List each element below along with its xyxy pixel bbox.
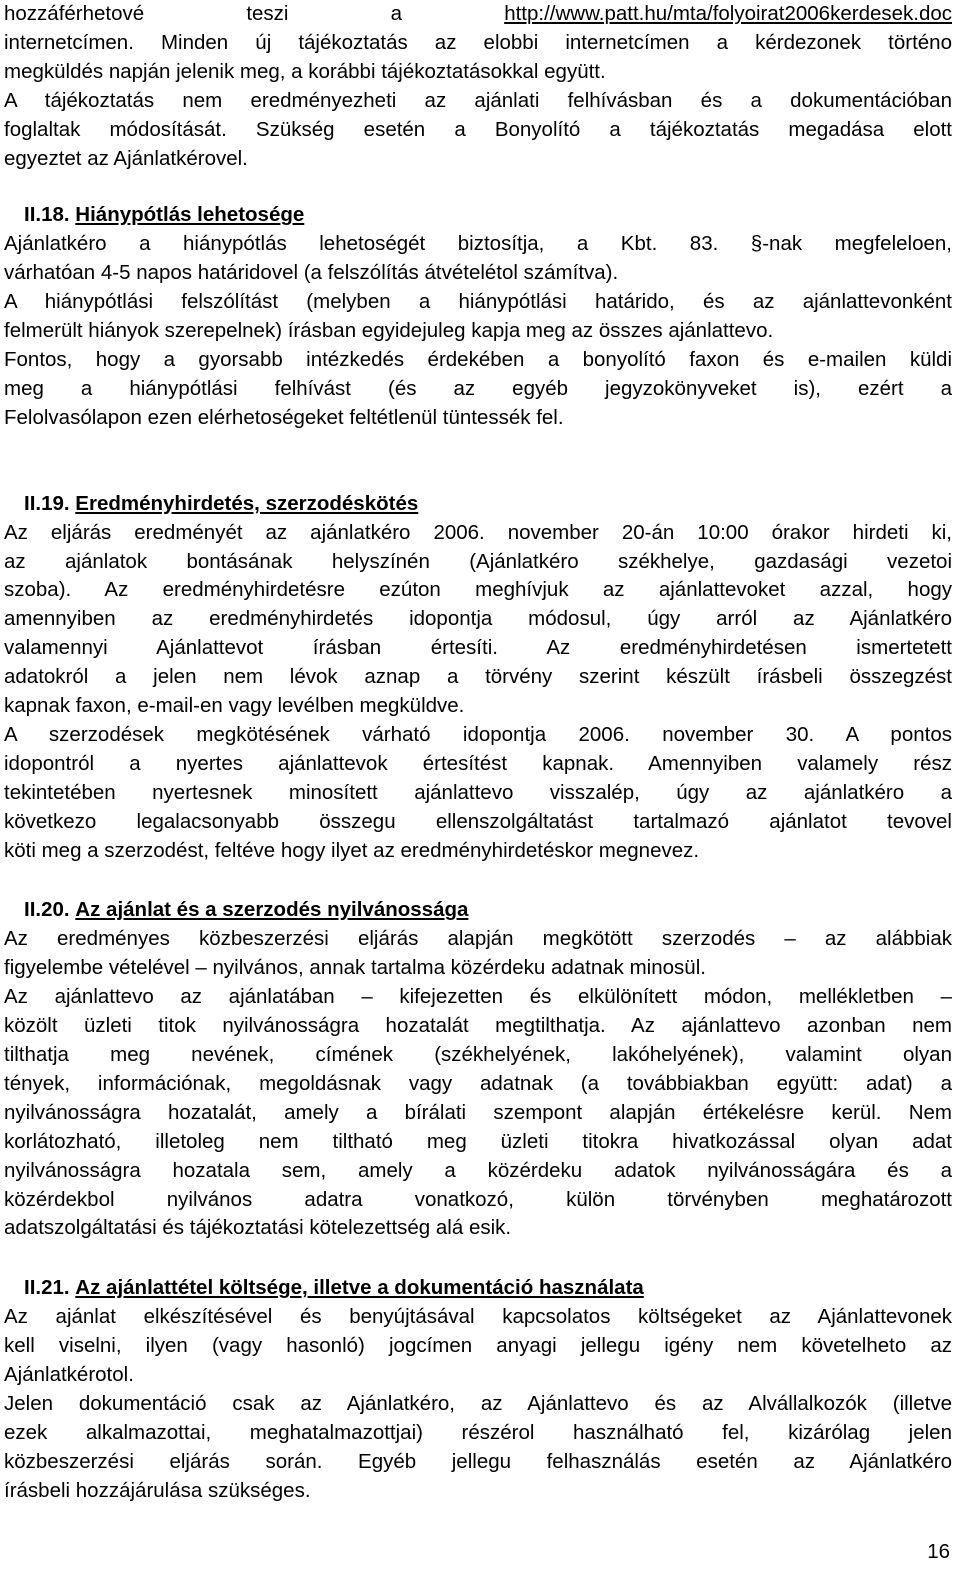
- section-title: Eredményhirdetés, szerzodéskötés: [75, 491, 419, 515]
- body-line: nyilvánosságra hozatalát, amely a bírálati szempont alapján értékelésre kerül. Nem: [4, 1100, 952, 1124]
- body-line: várhatóan 4-5 napos határidovel (a felszólítás átvételétol számítva).: [4, 261, 619, 285]
- body-line: A hiánypótlási felszólítást (melyben a hiánypótlási határido, és az ajánlattevonként: [4, 290, 952, 314]
- body-line: meg a hiánypótlási felhívást (és az egyéb jegyzokönyveket is), ezért a: [4, 376, 952, 400]
- body-line: valamennyi Ajánlattevot írásban értesíti. Az eredményhirdetésen ismertetett: [4, 636, 952, 660]
- section-heading: [4, 896, 952, 925]
- page-number: 16: [927, 1540, 950, 1563]
- spacer: [4, 1243, 952, 1274]
- body-line: kapnak faxon, e-mail-en vagy levélben megküldve.: [4, 694, 465, 718]
- section-title: Az ajánlat és a szerzodés nyilvánossága: [75, 898, 469, 922]
- body-line: közérdekbol nyilvános adatra vonatkozó, külön törvényben meghatározott: [4, 1187, 952, 1211]
- intro-line: A tájékoztatás nem eredményezheti az ajánlati felhívásban és a dokumentációban: [4, 88, 952, 112]
- body-line: tekintetében nyertesnek minosített ajánlattevo visszalép, úgy az ajánlatkéro a: [4, 780, 952, 804]
- section-body: [4, 230, 952, 432]
- body-line: Az eredményes közbeszerzési eljárás alapján megkötött szerzodés – az alábbiak: [4, 927, 952, 951]
- intro-line-1-text: hozzáférhetové teszi a: [4, 2, 403, 25]
- body-line: adatokról a jelen nem lévok aznap a törvény szerint készült írásbeli összegzést: [4, 665, 952, 689]
- body-line: tények, információnak, megoldásnak vagy adatnak (a továbbiakban együtt: adat) a: [4, 1071, 952, 1095]
- body-line: adatszolgáltatási és tájékoztatási kötelezettség alá esik.: [4, 1216, 512, 1240]
- body-line: közölt üzleti titok nyilvánosságra hozatalát megtilthatja. Az ajánlattevo azonban nem: [4, 1014, 952, 1038]
- section-body: [4, 519, 952, 866]
- section-number: II.18.: [24, 203, 70, 227]
- section-number: II.21.: [24, 1276, 70, 1300]
- body-line: A szerzodések megkötésének várható idopontja 2006. november 30. A pontos: [4, 722, 952, 746]
- intro-line: megküldés napján jelenik meg, a korábbi tájékoztatásokkal együtt.: [4, 59, 606, 83]
- intro-line-1: [4, 0, 952, 29]
- body-line: Jelen dokumentáció csak az Ajánlatkéro, az Ajánlattevo és az Alvállalkozók (illetve: [4, 1391, 952, 1415]
- section-body: [4, 925, 952, 1243]
- body-line: ezek alkalmazottai, meghatalmazottjai) részérol használható fel, kizárólag jelen: [4, 1420, 952, 1444]
- section-heading: [4, 201, 952, 230]
- section-number: II.20.: [24, 898, 70, 922]
- body-line: Ajánlatkéro a hiánypótlás lehetoségét biztosítja, a Kbt. 83. §-nak megfeleloen,: [4, 232, 952, 256]
- body-line: írásbeli hozzájárulása szükséges.: [4, 1478, 311, 1502]
- section-title: Hiánypótlás lehetosége: [75, 203, 305, 227]
- body-line: Az ajánlat elkészítésével és benyújtásával kapcsolatos költségeket az Ajánlattevonek: [4, 1305, 952, 1329]
- intro-line: foglaltak módosítását. Szükség esetén a Bonyolító a tájékoztatás megadása elott: [4, 117, 952, 141]
- body-line: Fontos, hogy a gyorsabb intézkedés érdekében a bonyolító faxon és e-mailen küldi: [4, 347, 952, 371]
- document-page: [4, 0, 952, 1506]
- body-line: Az eljárás eredményét az ajánlatkéro 2006. november 20-án 10:00 órakor hirdeti ki,: [4, 520, 952, 544]
- spacer: [4, 865, 952, 896]
- body-line: az ajánlatok bontásának helyszínén (Ajánlatkéro székhelye, gazdasági vezetoi: [4, 549, 952, 573]
- body-line: kell viselni, ilyen (vagy hasonló) jogcímen anyagi jellegu igény nem követelheto az: [4, 1334, 952, 1358]
- body-line: amennyiben az eredményhirdetés idopontja módosul, úgy arról az Ajánlatkéro: [4, 607, 952, 631]
- intro-line: egyeztet az Ajánlatkérovel.: [4, 146, 248, 170]
- body-line: nyilvánosságra hozatala sem, amely a közérdeku adatok nyilvánosságára és a: [4, 1158, 952, 1182]
- body-line: Ajánlatkérotol.: [4, 1363, 134, 1387]
- section-number: II.19.: [24, 491, 70, 515]
- spacer: [4, 433, 952, 490]
- body-line: közbeszerzési eljárás során. Egyéb jellegu felhasználás esetén az Ajánlatkéro: [4, 1449, 952, 1473]
- body-line: felmerült hiányok szerepelnek) írásban egyidejuleg kapja meg az összes ajánlattevo.: [4, 319, 774, 343]
- body-line: következo legalacsonyabb összegu ellenszolgáltatást tartalmazó ajánlatot tevovel: [4, 809, 952, 833]
- spacer: [4, 173, 952, 201]
- section-title: Az ajánlattétel költsége, illetve a dokumentáció használata: [75, 1276, 644, 1300]
- body-line: Felolvasólapon ezen elérhetoségeket feltétlenül tüntessék fel.: [4, 405, 564, 429]
- body-line: figyelembe vételével – nyilvános, annak tartalma közérdeku adatnak minosül.: [4, 956, 706, 980]
- section-body: [4, 1303, 952, 1505]
- body-line: idopontról a nyertes ajánlattevok értesítést kapnak. Amennyiben valamely rész: [4, 751, 952, 775]
- body-line: köti meg a szerzodést, feltéve hogy ilyet az eredményhirdetéskor megnevez.: [4, 838, 700, 862]
- intro-line: internetcímen. Minden új tájékoztatás az elobbi internetcímen a kérdezonek történo: [4, 30, 952, 54]
- body-line: korlátozható, illetoleg nem tiltható meg üzleti titokra hivatkozással olyan adat: [4, 1129, 952, 1153]
- body-line: tilthatja meg nevének, címének (székhelyének, lakóhelyének), valamint olyan: [4, 1043, 952, 1066]
- section-heading: [4, 490, 952, 519]
- section-heading: [4, 1274, 952, 1303]
- document-url-link[interactable]: http://www.patt.hu/mta/folyoirat2006kerdesek.doc: [504, 2, 953, 25]
- body-line: Az ajánlattevo az ajánlatában – kifejezetten és elkülönített módon, mellékletben –: [4, 985, 952, 1009]
- intro-paragraph: [4, 0, 952, 173]
- body-line: szoba). Az eredményhirdetésre ezúton meghívjuk az ajánlattevoket azzal, hogy: [4, 578, 952, 602]
